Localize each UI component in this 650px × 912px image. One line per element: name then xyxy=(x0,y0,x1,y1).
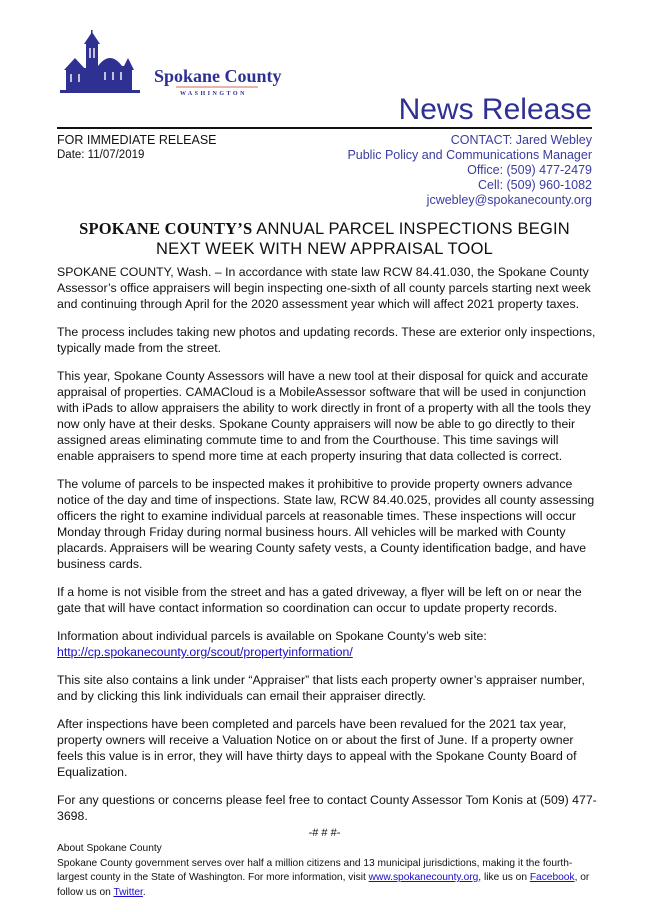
news-release-title: News Release xyxy=(398,93,592,126)
paragraph: This year, Spokane County Assessors will have a new tool at their disposal for quick and accurate appraisal of properties. CAMACloud is a MobileAssessor software that will be used in conjunction with iPads to allow appraisers the ability to work directly in front of a property with all the tools they now only have at their desks. Spokane County appraisers will now be able to go directly to their assigned areas eliminating commute time to and from the Courthouse. This time savings will enable appraisers to spend more time at each property insuring that data collected is correct. xyxy=(57,369,591,463)
contact-cell: Cell: (509) 960-1082 xyxy=(478,178,592,192)
headline-part2: ANNUAL PARCEL INSPECTIONS BEGIN xyxy=(252,220,570,238)
paragraph: The process includes taking new photos and updating records. These are exterior only inspections, typically made from the street. xyxy=(57,325,596,355)
parcel-info-paragraph xyxy=(57,628,597,660)
contact-email[interactable]: jcwebley@spokanecounty.org xyxy=(426,193,592,207)
about-section xyxy=(57,842,597,900)
release-date: Date: 11/07/2019 xyxy=(57,149,145,161)
about-text-4: . xyxy=(142,886,146,898)
about-text-3: , or follow us on xyxy=(57,872,590,898)
facebook-link[interactable]: Facebook xyxy=(529,872,575,883)
website-link[interactable]: www.spokanecounty.org xyxy=(368,872,479,883)
contact-name: CONTACT: Jared Webley xyxy=(450,133,592,147)
end-separator: -# # #- xyxy=(308,827,341,839)
paragraph: The volume of parcels to be inspected makes it prohibitive to provide property owners advance notice of the day and time of inspections. State law, RCW 84.40.025, provides all county assessing officers the right to examine individual parcels at reasonable times. These inspections will occur Monday through Friday during normal business hours. All vehicles will be marked with County placards. Appraisers will be wearing County safety vests, a County identification badge, and have business cards. xyxy=(57,477,595,571)
about-text-1: Spokane County government serves over half a million citizens and 13 municipal jurisdictions, making it the fourth-largest county in the State of Washington. For more information, visit xyxy=(57,857,573,883)
release-label: FOR IMMEDIATE RELEASE xyxy=(57,133,217,147)
contact-role: Public Policy and Communications Manager xyxy=(347,148,592,162)
logo-name: Spokane County xyxy=(154,66,282,86)
about-text xyxy=(57,857,597,901)
contact-office: Office: (509) 477-2479 xyxy=(467,163,592,177)
about-text-2: , like us on xyxy=(478,872,530,883)
about-title: About Spokane County xyxy=(57,843,162,854)
paragraph: If a home is not visible from the street and has a gated driveway, a flyer will be left on or near the gate that will have contact information so coordination can occur to update property records. xyxy=(57,585,582,615)
paragraph: After inspections have been completed and parcels have been revalued for the 2021 tax year, property owners will receive a Valuation Notice on or about the first of June. If a property owner feels this value is in error, they will have thirty days to appeal with the Spokane County Board of Equalization. xyxy=(57,717,577,779)
paragraph: This site also contains a link under “Appraiser” that lists each property owner’s appraiser number, and by clicking this link individuals can email their appraiser directly. xyxy=(57,673,585,703)
paragraph: Information about individual parcels is available on Spokane County’s web site: xyxy=(57,629,487,643)
article-body xyxy=(57,0,597,912)
headline-part1: SPOKANE COUNTY’S xyxy=(79,219,253,238)
headline-line2: NEXT WEEK WITH NEW APPRAISAL TOOL xyxy=(156,240,493,258)
paragraph: SPOKANE COUNTY, Wash. – In accordance with state law RCW 84.41.030, the Spokane County Assessor’s office appraisers will begin inspecting one-sixth of all county parcels starting next week and continuing through April for the 2020 assessment year which will affect 2021 property taxes. xyxy=(57,265,591,311)
logo-subtitle: WASHINGTON xyxy=(180,91,247,97)
parcel-info-link[interactable]: http://cp.spokanecounty.org/scout/propertyinformation/ xyxy=(57,645,353,659)
paragraph: For any questions or concerns please feel free to contact County Assessor Tom Konis at (509) 477-3698. xyxy=(57,793,597,823)
twitter-link[interactable]: Twitter xyxy=(113,886,143,898)
